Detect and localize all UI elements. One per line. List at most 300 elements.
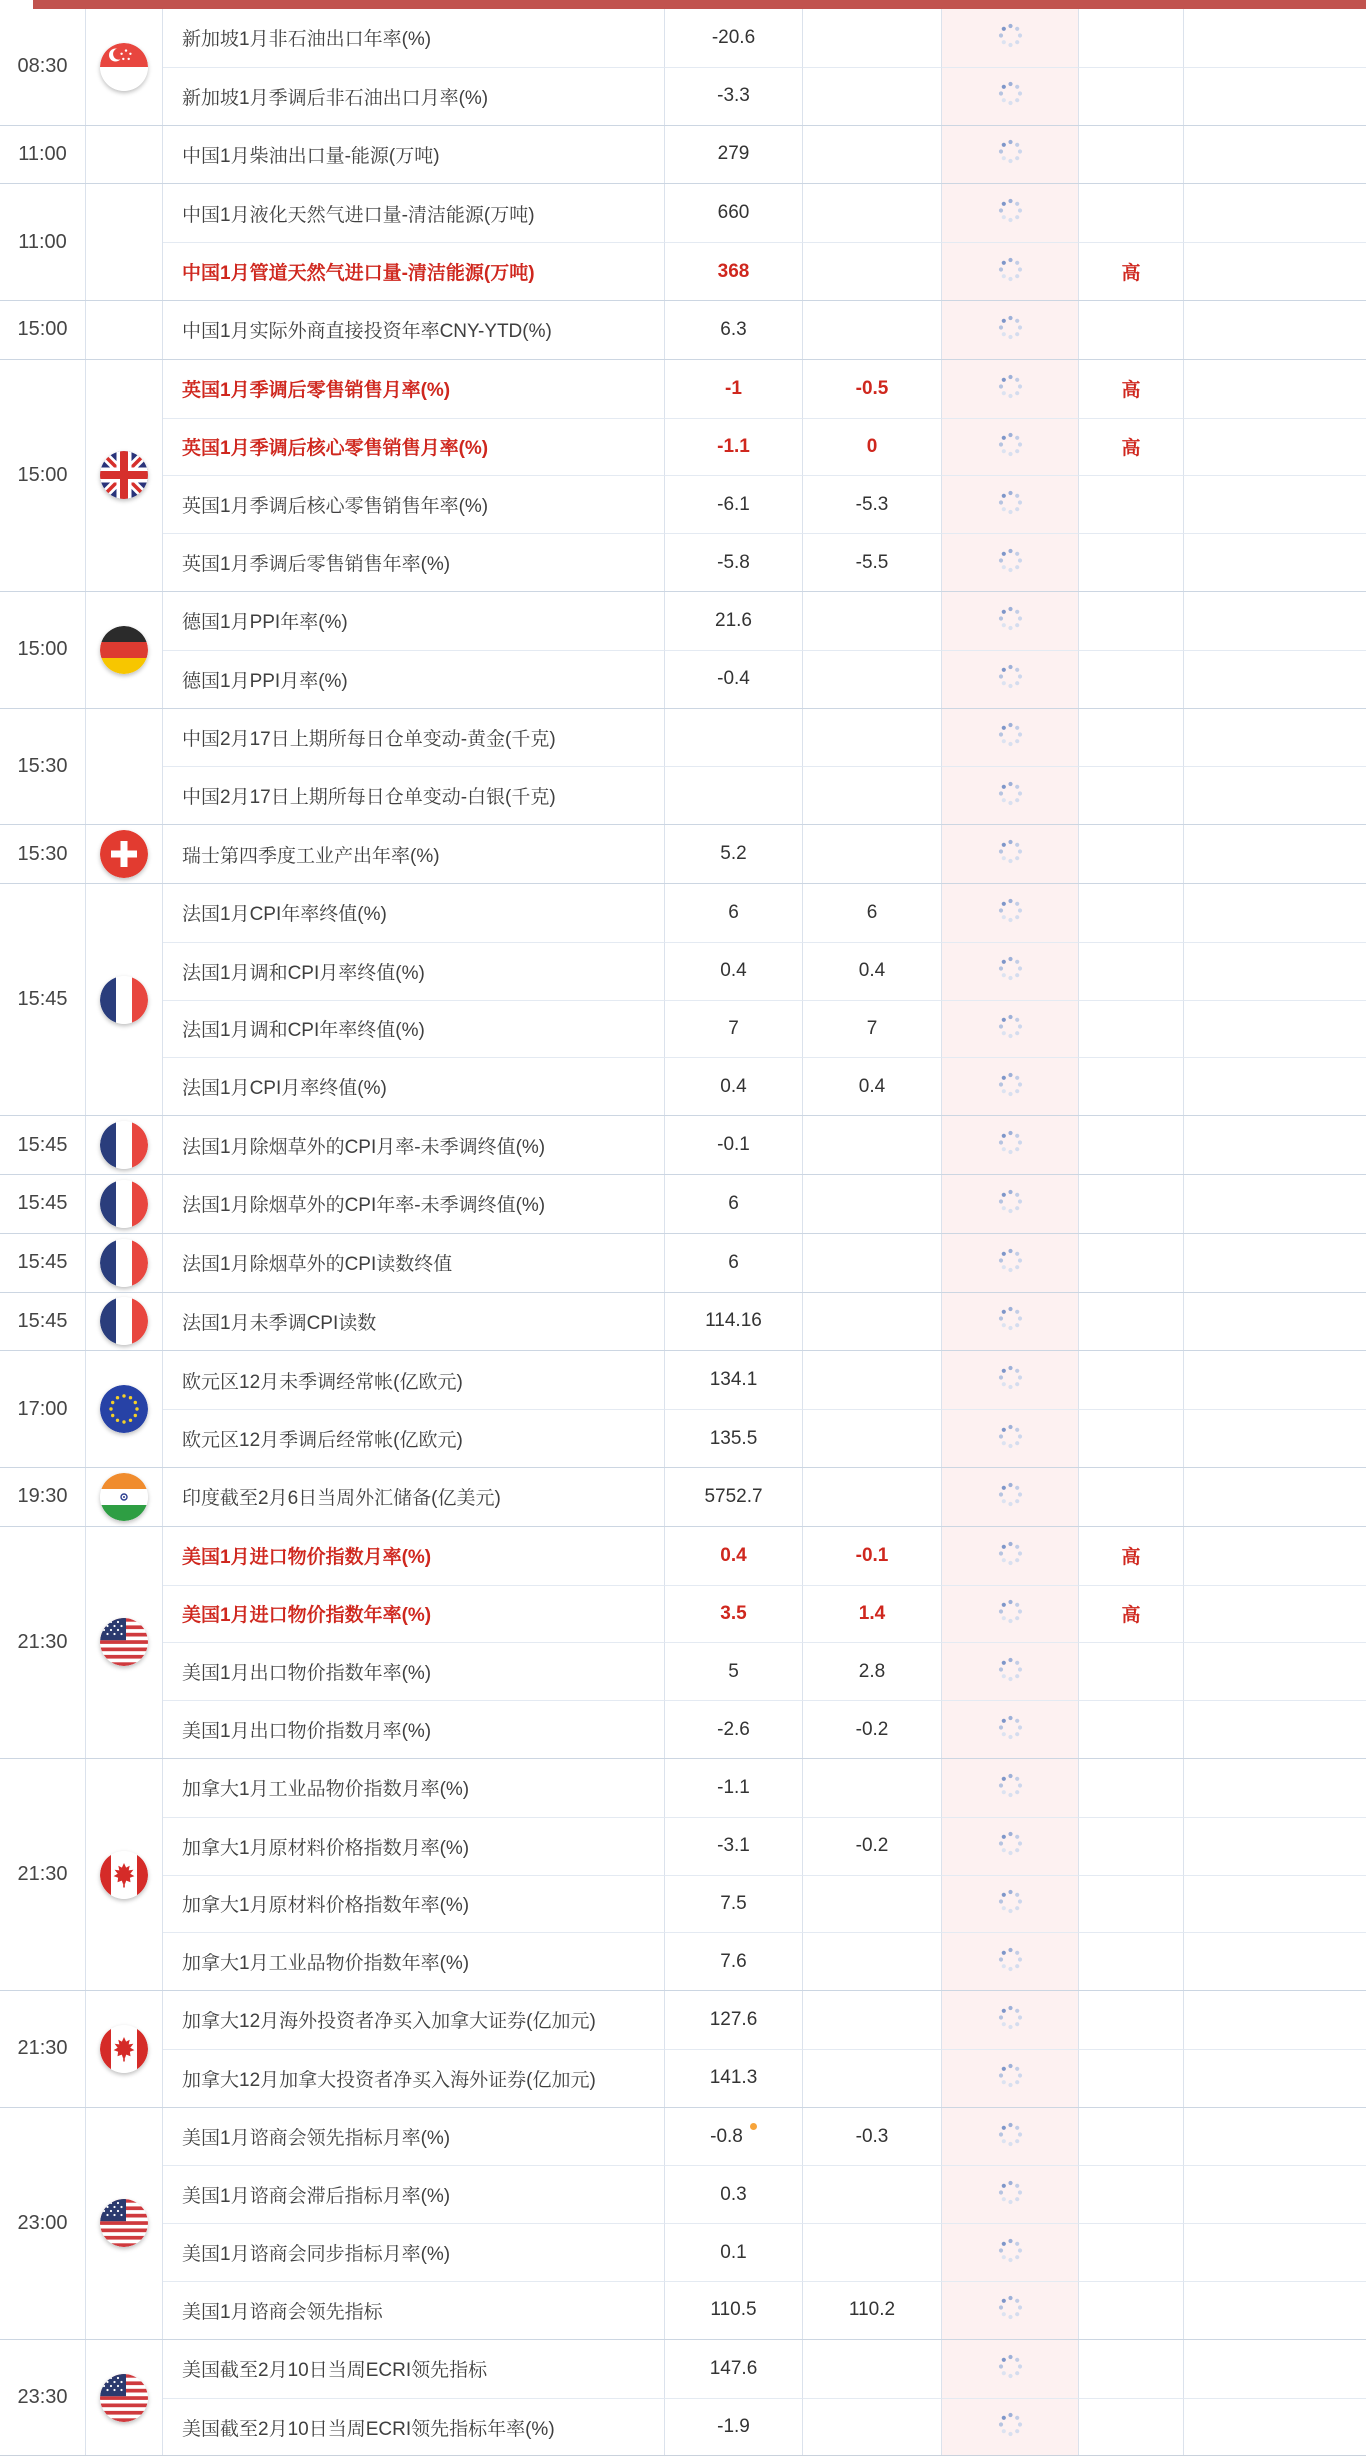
revised-value-cell [942, 1234, 1079, 1292]
flag-united-states-icon [100, 2374, 148, 2422]
importance-cell-empty [1079, 1293, 1184, 1351]
actual-value [665, 942, 803, 1000]
revised-value-cell [942, 650, 1079, 708]
importance-badge: 高 [1079, 360, 1184, 418]
indicator-name[interactable]: 加拿大1月工业品物价指数月率(%) [163, 1759, 665, 1817]
actual-value [665, 766, 803, 824]
empty-cell [1184, 2223, 1366, 2281]
empty-cell [1184, 1409, 1366, 1467]
time-group [0, 1467, 1366, 1526]
revised-value-cell [942, 1351, 1079, 1409]
importance-badge: 高 [1079, 1585, 1184, 1643]
revised-value-cell [942, 360, 1079, 418]
indicator-name[interactable]: 加拿大12月加拿大投资者净买入海外证券(亿加元) [163, 2049, 665, 2107]
revised-value-cell [942, 709, 1079, 767]
actual-value [665, 1468, 803, 1526]
actual-value-text: 6 [728, 1251, 739, 1273]
importance-cell-empty [1079, 184, 1184, 242]
indicator-name[interactable]: 法国1月CPI年率终值(%) [163, 884, 665, 942]
indicator-name[interactable]: 中国1月柴油出口量-能源(万吨) [163, 126, 665, 184]
loading-spinner-icon [997, 547, 1024, 579]
forecast-value: 2.8 [803, 1642, 942, 1700]
revised-value-cell [942, 592, 1079, 650]
indicator-name[interactable]: 中国2月17日上期所每日仓单变动-白银(千克) [163, 766, 665, 824]
indicator-name[interactable]: 美国截至2月10日当周ECRI领先指标 [163, 2340, 665, 2398]
indicator-name[interactable]: 印度截至2月6日当周外汇储备(亿美元) [163, 1468, 665, 1526]
time-label: 15:45 [0, 1175, 86, 1233]
forecast-value [803, 1409, 942, 1467]
loading-spinner-icon [997, 1772, 1024, 1804]
actual-value-text: 7 [728, 1017, 739, 1039]
actual-value-text: 0.4 [720, 960, 747, 982]
importance-cell-empty [1079, 9, 1184, 67]
indicator-name[interactable]: 加拿大12月海外投资者净买入加拿大证券(亿加元) [163, 1991, 665, 2049]
actual-value [665, 1057, 803, 1115]
empty-cell [1184, 1116, 1366, 1174]
indicator-name[interactable]: 美国1月谘商会领先指标 [163, 2281, 665, 2339]
indicator-name[interactable]: 中国1月液化天然气进口量-清洁能源(万吨) [163, 184, 665, 242]
empty-cell [1184, 766, 1366, 824]
time-label: 19:30 [0, 1468, 86, 1526]
importance-cell-empty [1079, 2108, 1184, 2166]
actual-value [665, 1585, 803, 1643]
actual-value [665, 1293, 803, 1351]
revised-value-cell [942, 942, 1079, 1000]
importance-cell-empty [1079, 650, 1184, 708]
actual-value [665, 1409, 803, 1467]
indicator-name[interactable]: 英国1月季调后零售销售月率(%) [163, 360, 665, 418]
revised-value-cell [942, 1991, 1079, 2049]
revised-value-cell [942, 1817, 1079, 1875]
flag-switzerland-icon [86, 825, 163, 883]
loading-spinner-icon [997, 1830, 1024, 1862]
forecast-value [803, 2165, 942, 2223]
indicator-name[interactable]: 新加坡1月季调后非石油出口月率(%) [163, 67, 665, 125]
forecast-value [803, 825, 942, 883]
flag-united-states-icon [100, 2199, 148, 2247]
time-group [0, 183, 1366, 300]
flag-france-icon [100, 1239, 148, 1287]
forecast-value [803, 2049, 942, 2107]
forecast-value [803, 301, 942, 359]
flag-germany-icon [100, 626, 148, 674]
actual-value [665, 2049, 803, 2107]
loading-spinner-icon [997, 1888, 1024, 1920]
previous-row-highlight-strip [0, 0, 1366, 9]
indicator-name[interactable]: 英国1月季调后核心零售销售月率(%) [163, 418, 665, 476]
flag-india-icon [86, 1468, 163, 1526]
indicator-name[interactable]: 新加坡1月非石油出口年率(%) [163, 9, 665, 67]
loading-spinner-icon [997, 22, 1024, 54]
actual-value-text: 0.4 [720, 1075, 747, 1097]
time-label: 21:30 [0, 1527, 86, 1758]
indicator-name[interactable]: 欧元区12月季调后经常帐(亿欧元) [163, 1409, 665, 1467]
indicator-name[interactable]: 美国1月进口物价指数月率(%) [163, 1527, 665, 1585]
importance-cell-empty [1079, 2281, 1184, 2339]
actual-value-text: 7.6 [720, 1950, 747, 1972]
importance-cell-empty [1079, 2340, 1184, 2398]
flag-canada-icon [86, 1991, 163, 2107]
indicator-name[interactable]: 美国1月谘商会领先指标月率(%) [163, 2108, 665, 2166]
actual-value [665, 1000, 803, 1058]
actual-value [665, 1175, 803, 1233]
empty-cell [1184, 1468, 1366, 1526]
empty-cell [1184, 1585, 1366, 1643]
flag-united-states-icon [100, 1618, 148, 1666]
loading-spinner-icon [997, 2179, 1024, 2211]
forecast-value: -0.1 [803, 1527, 942, 1585]
actual-value [665, 2340, 803, 2398]
forecast-value [803, 67, 942, 125]
empty-cell [1184, 67, 1366, 125]
actual-value [665, 242, 803, 300]
actual-value-text: 6 [728, 1192, 739, 1214]
revised-value-cell [942, 1468, 1079, 1526]
flag-france-icon [86, 1234, 163, 1292]
actual-value-text: -1.1 [717, 435, 750, 457]
indicator-name[interactable]: 德国1月PPI年率(%) [163, 592, 665, 650]
loading-spinner-icon [997, 2353, 1024, 2385]
importance-cell-empty [1079, 1817, 1184, 1875]
time-group [0, 1174, 1366, 1233]
time-group [0, 591, 1366, 708]
flag-united-kingdom-icon [86, 360, 163, 591]
indicator-name[interactable]: 法国1月调和CPI年率终值(%) [163, 1000, 665, 1058]
flag-cell-empty [86, 184, 163, 300]
importance-cell-empty [1079, 2165, 1184, 2223]
flag-france-icon [86, 1175, 163, 1233]
indicator-name[interactable]: 法国1月未季调CPI读数 [163, 1293, 665, 1351]
forecast-value: 7 [803, 1000, 942, 1058]
flag-france-icon [86, 1116, 163, 1174]
revised-value-cell [942, 2340, 1079, 2398]
empty-cell [1184, 1175, 1366, 1233]
time-label: 23:00 [0, 2108, 86, 2339]
indicator-name[interactable]: 加拿大1月工业品物价指数年率(%) [163, 1932, 665, 1990]
revised-value-cell [942, 533, 1079, 591]
forecast-value: 6 [803, 884, 942, 942]
forecast-value [803, 2340, 942, 2398]
actual-value-text: 3.5 [720, 1602, 747, 1624]
forecast-value [803, 592, 942, 650]
revised-value-cell [942, 1293, 1079, 1351]
loading-spinner-icon [997, 1946, 1024, 1978]
loading-spinner-icon [997, 314, 1024, 346]
revised-value-cell [942, 2223, 1079, 2281]
importance-cell-empty [1079, 1991, 1184, 2049]
indicator-name[interactable]: 美国1月出口物价指数年率(%) [163, 1642, 665, 1700]
forecast-value [803, 242, 942, 300]
importance-cell-empty [1079, 825, 1184, 883]
actual-value-text: -0.4 [717, 668, 750, 690]
importance-cell-empty [1079, 1000, 1184, 1058]
revised-value-cell [942, 242, 1079, 300]
flag-germany-icon [86, 592, 163, 708]
flag-france-icon [100, 1180, 148, 1228]
revised-value-cell [942, 1585, 1079, 1643]
loading-spinner-icon [997, 489, 1024, 521]
loading-spinner-icon [997, 1188, 1024, 1220]
actual-value [665, 825, 803, 883]
importance-cell-empty [1079, 1116, 1184, 1174]
flag-cell-empty [86, 301, 163, 359]
flag-france-icon [100, 1297, 148, 1345]
revised-value-cell [942, 9, 1079, 67]
flag-singapore-icon [100, 43, 148, 91]
actual-value-text: 127.6 [709, 2008, 758, 2030]
actual-value [665, 2281, 803, 2339]
actual-value-text: -1.1 [717, 1776, 750, 1798]
indicator-name[interactable]: 美国1月进口物价指数年率(%) [163, 1585, 665, 1643]
actual-value-text: 134.1 [709, 1369, 758, 1391]
loading-spinner-icon [997, 1423, 1024, 1455]
loading-spinner-icon [997, 1129, 1024, 1161]
actual-value-text: -0.8 [710, 2125, 743, 2147]
time-label: 15:45 [0, 1293, 86, 1351]
revised-value-cell [942, 1057, 1079, 1115]
actual-value [665, 650, 803, 708]
indicator-name[interactable]: 美国截至2月10日当周ECRI领先指标年率(%) [163, 2398, 665, 2456]
importance-cell-empty [1079, 2049, 1184, 2107]
empty-cell [1184, 884, 1366, 942]
time-label: 17:00 [0, 1351, 86, 1467]
loading-spinner-icon [997, 1364, 1024, 1396]
importance-badge: 高 [1079, 1527, 1184, 1585]
revised-value-cell [942, 2108, 1079, 2166]
forecast-value [803, 1293, 942, 1351]
actual-value-text: 6 [728, 901, 739, 923]
loading-spinner-icon [997, 2411, 1024, 2443]
importance-cell-empty [1079, 2223, 1184, 2281]
indicator-name[interactable]: 法国1月CPI月率终值(%) [163, 1057, 665, 1115]
forecast-value [803, 2398, 942, 2456]
indicator-name[interactable]: 中国1月实际外商直接投资年率CNY-YTD(%) [163, 301, 665, 359]
actual-value [665, 67, 803, 125]
revised-value-cell [942, 1175, 1079, 1233]
importance-badge: 高 [1079, 242, 1184, 300]
indicator-name[interactable]: 加拿大1月原材料价格指数年率(%) [163, 1875, 665, 1933]
empty-cell [1184, 2281, 1366, 2339]
empty-cell [1184, 1991, 1366, 2049]
actual-value-text: 0.1 [720, 2241, 747, 2263]
empty-cell [1184, 709, 1366, 767]
actual-value-text: -3.3 [717, 85, 750, 107]
indicator-name[interactable]: 德国1月PPI月率(%) [163, 650, 665, 708]
time-group [0, 2339, 1366, 2456]
empty-cell [1184, 1642, 1366, 1700]
flag-united-states-icon [86, 2340, 163, 2456]
indicator-name[interactable]: 英国1月季调后核心零售销售年率(%) [163, 475, 665, 533]
actual-value [665, 184, 803, 242]
actual-value [665, 709, 803, 767]
time-group [0, 300, 1366, 359]
revised-value-cell [942, 2398, 1079, 2456]
empty-cell [1184, 533, 1366, 591]
forecast-value: -0.2 [803, 1817, 942, 1875]
time-label: 11:00 [0, 184, 86, 300]
forecast-value [803, 1468, 942, 1526]
actual-value [665, 1932, 803, 1990]
flag-european-union-icon [86, 1351, 163, 1467]
time-label: 23:30 [0, 2340, 86, 2456]
revised-value-cell [942, 475, 1079, 533]
actual-value [665, 592, 803, 650]
importance-cell-empty [1079, 533, 1184, 591]
indicator-name[interactable]: 美国1月谘商会同步指标月率(%) [163, 2223, 665, 2281]
actual-value [665, 1817, 803, 1875]
time-group [0, 9, 1366, 125]
revised-value-cell [942, 1527, 1079, 1585]
actual-value-text: 5 [728, 1660, 739, 1682]
loading-spinner-icon [997, 1071, 1024, 1103]
empty-cell [1184, 418, 1366, 476]
revised-value-cell [942, 2281, 1079, 2339]
actual-value [665, 1351, 803, 1409]
forecast-value [803, 2223, 942, 2281]
indicator-name[interactable]: 英国1月季调后零售销售年率(%) [163, 533, 665, 591]
forecast-value [803, 766, 942, 824]
loading-spinner-icon [997, 838, 1024, 870]
time-group [0, 1758, 1366, 1990]
actual-value [665, 2165, 803, 2223]
actual-value-text: 368 [717, 260, 750, 282]
actual-value [665, 360, 803, 418]
time-group [0, 1292, 1366, 1351]
empty-cell [1184, 1000, 1366, 1058]
importance-cell-empty [1079, 942, 1184, 1000]
loading-spinner-icon [997, 256, 1024, 288]
importance-cell-empty [1079, 2398, 1184, 2456]
forecast-value [803, 1116, 942, 1174]
actual-value [665, 533, 803, 591]
flag-france-icon [100, 1121, 148, 1169]
importance-cell-empty [1079, 1057, 1184, 1115]
flag-european-union-icon [100, 1385, 148, 1433]
revised-value-cell [942, 884, 1079, 942]
importance-badge: 高 [1079, 418, 1184, 476]
empty-cell [1184, 825, 1366, 883]
actual-value-text: 21.6 [715, 609, 752, 631]
flag-france-icon [86, 1293, 163, 1351]
loading-spinner-icon [997, 721, 1024, 753]
actual-value-text: -0.1 [717, 1134, 750, 1156]
loading-spinner-icon [997, 605, 1024, 637]
loading-spinner-icon [997, 1013, 1024, 1045]
indicator-name[interactable]: 美国1月谘商会滞后指标月率(%) [163, 2165, 665, 2223]
flag-united-kingdom-icon [100, 451, 148, 499]
time-label: 21:30 [0, 1991, 86, 2107]
forecast-value [803, 1875, 942, 1933]
actual-value-text: 5752.7 [704, 1485, 763, 1507]
time-label: 15:00 [0, 360, 86, 591]
time-group [0, 708, 1366, 825]
actual-value [665, 1234, 803, 1292]
actual-value-text: 7.5 [720, 1892, 747, 1914]
revised-value-cell [942, 766, 1079, 824]
actual-value [665, 1642, 803, 1700]
loading-spinner-icon [997, 2062, 1024, 2094]
calendar-groups-container [0, 9, 1366, 2455]
indicator-name[interactable]: 瑞士第四季度工业产出年率(%) [163, 825, 665, 883]
importance-cell-empty [1079, 1234, 1184, 1292]
indicator-name[interactable]: 美国1月出口物价指数月率(%) [163, 1700, 665, 1758]
flag-canada-icon [100, 2025, 148, 2073]
empty-cell [1184, 1700, 1366, 1758]
empty-cell [1184, 592, 1366, 650]
forecast-value: 1.4 [803, 1585, 942, 1643]
actual-value [665, 1991, 803, 2049]
empty-cell [1184, 1293, 1366, 1351]
loading-spinner-icon [997, 955, 1024, 987]
loading-spinner-icon [997, 1481, 1024, 1513]
time-label: 15:45 [0, 1234, 86, 1292]
loading-spinner-icon [997, 2237, 1024, 2269]
actual-value-text: -1 [725, 377, 742, 399]
actual-value-text: 135.5 [709, 1427, 758, 1449]
empty-cell [1184, 2165, 1366, 2223]
time-label: 15:30 [0, 709, 86, 825]
loading-spinner-icon [997, 2294, 1024, 2326]
revised-value-cell [942, 1000, 1079, 1058]
empty-cell [1184, 360, 1366, 418]
revised-value-cell [942, 1116, 1079, 1174]
revised-value-cell [942, 126, 1079, 184]
actual-value-text: -20.6 [711, 26, 756, 48]
time-label: 11:00 [0, 126, 86, 184]
actual-value [665, 301, 803, 359]
indicator-name[interactable]: 欧元区12月未季调经常帐(亿欧元) [163, 1351, 665, 1409]
forecast-value: -5.5 [803, 533, 942, 591]
indicator-name[interactable]: 法国1月除烟草外的CPI读数终值 [163, 1234, 665, 1292]
indicator-name[interactable]: 法国1月调和CPI月率终值(%) [163, 942, 665, 1000]
empty-cell [1184, 242, 1366, 300]
forecast-value [803, 1991, 942, 2049]
empty-cell [1184, 184, 1366, 242]
indicator-name[interactable]: 法国1月除烟草外的CPI月率-未季调终值(%) [163, 1116, 665, 1174]
empty-cell [1184, 1057, 1366, 1115]
actual-value [665, 9, 803, 67]
loading-spinner-icon [997, 1305, 1024, 1337]
indicator-name[interactable]: 法国1月除烟草外的CPI年率-未季调终值(%) [163, 1175, 665, 1233]
actual-value-text: 114.16 [705, 1310, 762, 1332]
loading-spinner-icon [997, 1540, 1024, 1572]
indicator-name[interactable]: 中国1月管道天然气进口量-清洁能源(万吨) [163, 242, 665, 300]
indicator-name[interactable]: 中国2月17日上期所每日仓单变动-黄金(千克) [163, 709, 665, 767]
flag-india-icon [100, 1473, 148, 1521]
empty-cell [1184, 1875, 1366, 1933]
loading-spinner-icon [997, 138, 1024, 170]
actual-value-text: 0.3 [720, 2183, 747, 2205]
forecast-value [803, 709, 942, 767]
time-label: 15:00 [0, 301, 86, 359]
revised-value-cell [942, 1875, 1079, 1933]
revised-value-cell [942, 418, 1079, 476]
actual-value [665, 475, 803, 533]
flag-canada-icon [86, 1759, 163, 1990]
loading-spinner-icon [997, 1598, 1024, 1630]
time-group [0, 883, 1366, 1115]
time-label: 15:45 [0, 884, 86, 1115]
indicator-name[interactable]: 加拿大1月原材料价格指数月率(%) [163, 1817, 665, 1875]
actual-value [665, 1759, 803, 1817]
forecast-value [803, 126, 942, 184]
forecast-value [803, 1234, 942, 1292]
importance-cell-empty [1079, 1759, 1184, 1817]
revised-value-cell [942, 184, 1079, 242]
actual-value-text: 0.4 [720, 1544, 747, 1566]
importance-cell-empty [1079, 475, 1184, 533]
time-label: 08:30 [0, 9, 86, 125]
